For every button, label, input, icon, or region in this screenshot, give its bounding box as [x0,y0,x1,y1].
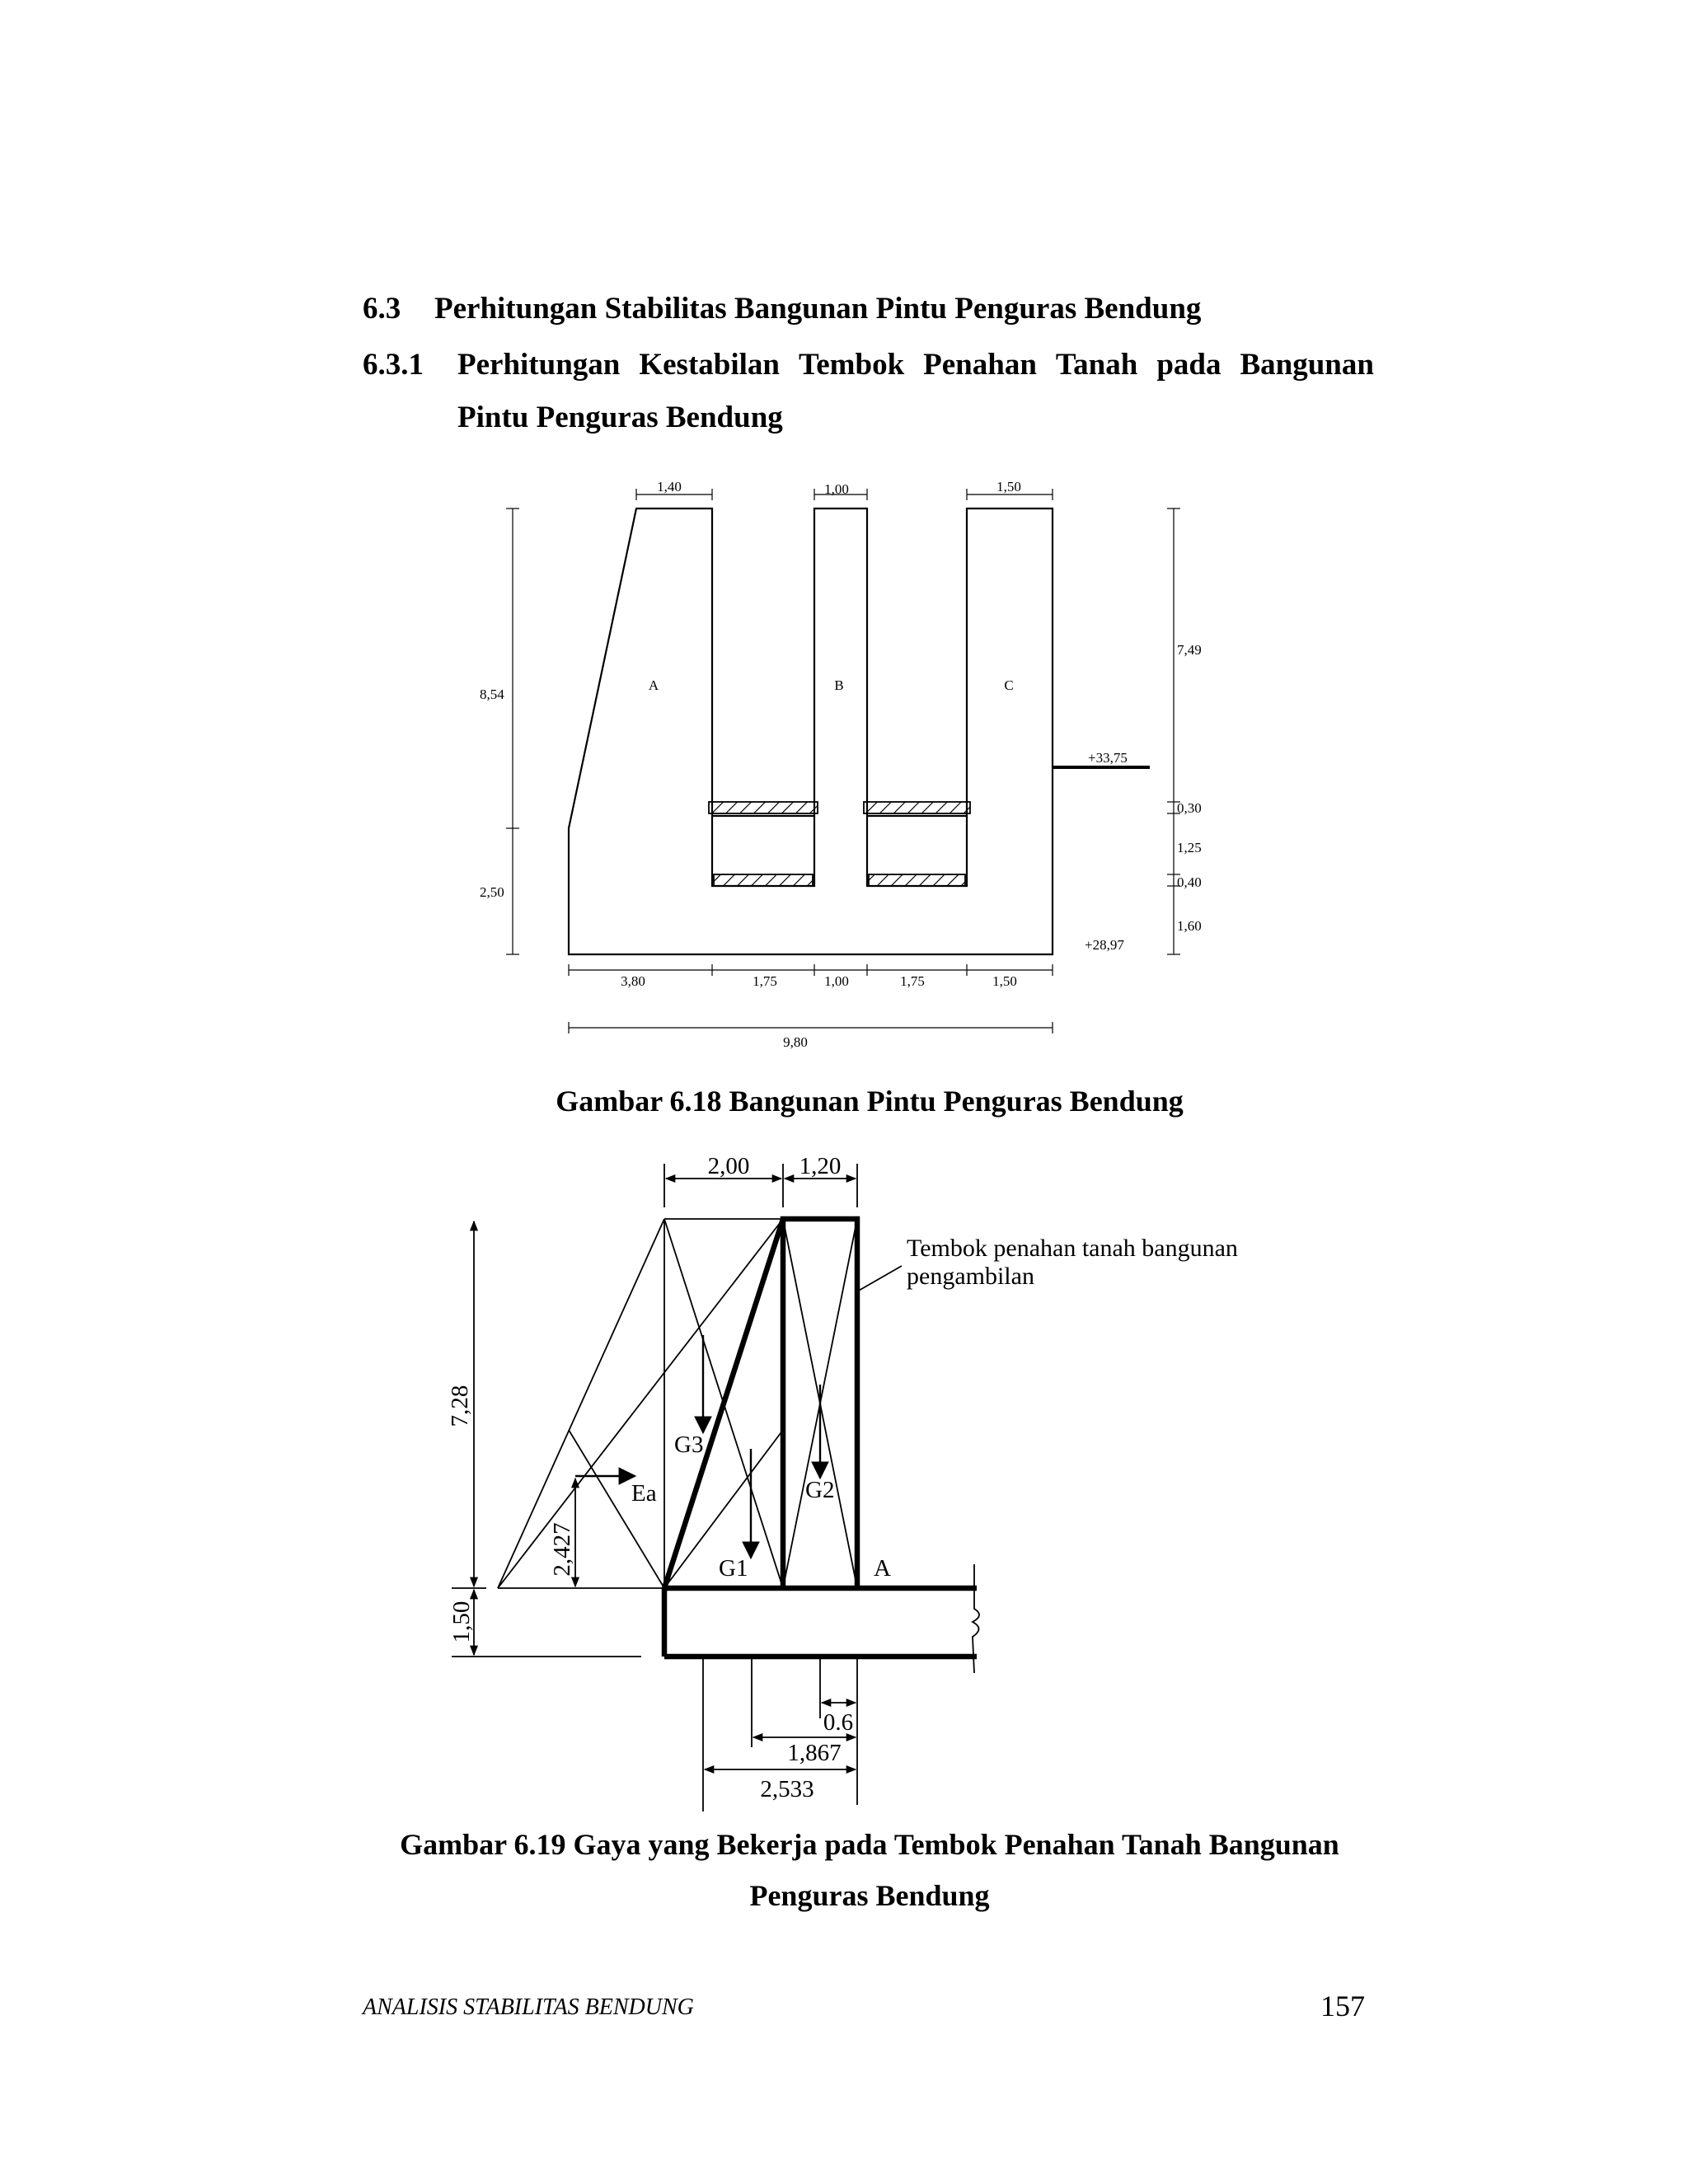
dim-bottom-1: 3,80 [621,973,645,989]
dim-right-1: 7,49 [1177,642,1202,658]
force-g2: G2 [805,1477,835,1503]
figure-2-labels [447,1153,1238,1802]
arm-g2: 0.6 [823,1709,854,1736]
pier-label-c: C [1004,677,1014,693]
dim-left-upper: 8,54 [480,687,504,702]
dim-right-2: 0,30 [1177,800,1202,816]
elevation-base: +28,97 [1085,937,1124,953]
dim-right-5: 1,60 [1177,918,1202,934]
figure-2-caption-line2: Penguras Bendung [749,1879,990,1912]
dim-top-a: 1,40 [657,479,682,494]
retaining-wall [664,1219,977,1657]
wall-annotation-line1: Tembok penahan tanah bangunan [907,1235,1238,1262]
dimension-lines [506,489,1180,1033]
figure-1-caption: Gambar 6.18 Bangunan Pintu Penguras Bendung [556,1085,1184,1118]
dim-top-c: 1,50 [996,479,1021,494]
force-g3: G3 [674,1432,704,1458]
force-g1: G1 [719,1555,748,1582]
dim-bottom-4: 1,75 [900,973,925,989]
dim-right-3: 1,25 [1177,840,1202,855]
title-word: Kestabilan [639,348,780,382]
subsection-number: 6.3.1 [363,348,424,382]
dim-base-thickness: 1,50 [448,1601,475,1643]
break-line [973,1564,979,1673]
title-word: Penahan [923,348,1037,382]
running-title: ANALISIS STABILITAS BENDUNG [363,1994,694,2020]
title-word: Bangunan [1240,348,1374,382]
annotation-leader [857,1266,902,1291]
dim-total: 9,80 [783,1034,808,1050]
dim-height: 7,28 [447,1385,473,1427]
wall-annotation-line2: pengambilan [907,1263,1034,1290]
title-word: Tanah [1055,348,1138,382]
pier-label-a: A [648,677,659,693]
dim-bottom-3: 1,00 [824,973,849,989]
dimension-lines-2 [452,1164,857,1811]
dim-right-4: 0,40 [1177,874,1202,890]
force-arrows [575,1335,820,1558]
dim-left-lower: 2,50 [480,884,504,900]
subsection-title-line1 [457,349,1374,380]
figure-1-labels [480,479,1202,1050]
point-a: A [874,1555,891,1582]
title-word: pada [1156,348,1221,382]
dim-bottom-2: 1,75 [753,973,777,989]
dim-ea-arm: 2,427 [549,1522,575,1577]
dim-top-2: 1,20 [799,1153,842,1179]
section-number: 6.3 [363,292,401,326]
section-title: Perhitungan Stabilitas Bangunan Pintu Penguras Bendung [434,292,1202,326]
arm-g1: 1,867 [787,1740,842,1766]
title-word: Perhitungan [457,348,621,382]
structure-outline [569,509,1053,954]
dim-bottom-5: 1,50 [992,973,1017,989]
construction-lines [486,1219,857,1657]
subsection-title-line2: Pintu Penguras Bendung [457,401,783,434]
page-number: 157 [1320,1990,1365,2022]
title-word: Tembok [798,348,905,382]
arm-g3: 2,533 [760,1776,814,1802]
elevation-water: +33,75 [1088,750,1128,766]
gate-hatch [709,802,970,886]
pier-label-b: B [834,677,844,693]
dim-top-b: 1,00 [824,481,849,497]
dim-top-1: 2,00 [707,1153,750,1179]
figure-2-caption-line1: Gambar 6.19 Gaya yang Bekerja pada Tembok Penahan Tanah Bangunan [400,1828,1339,1861]
force-ea: Ea [631,1480,657,1507]
